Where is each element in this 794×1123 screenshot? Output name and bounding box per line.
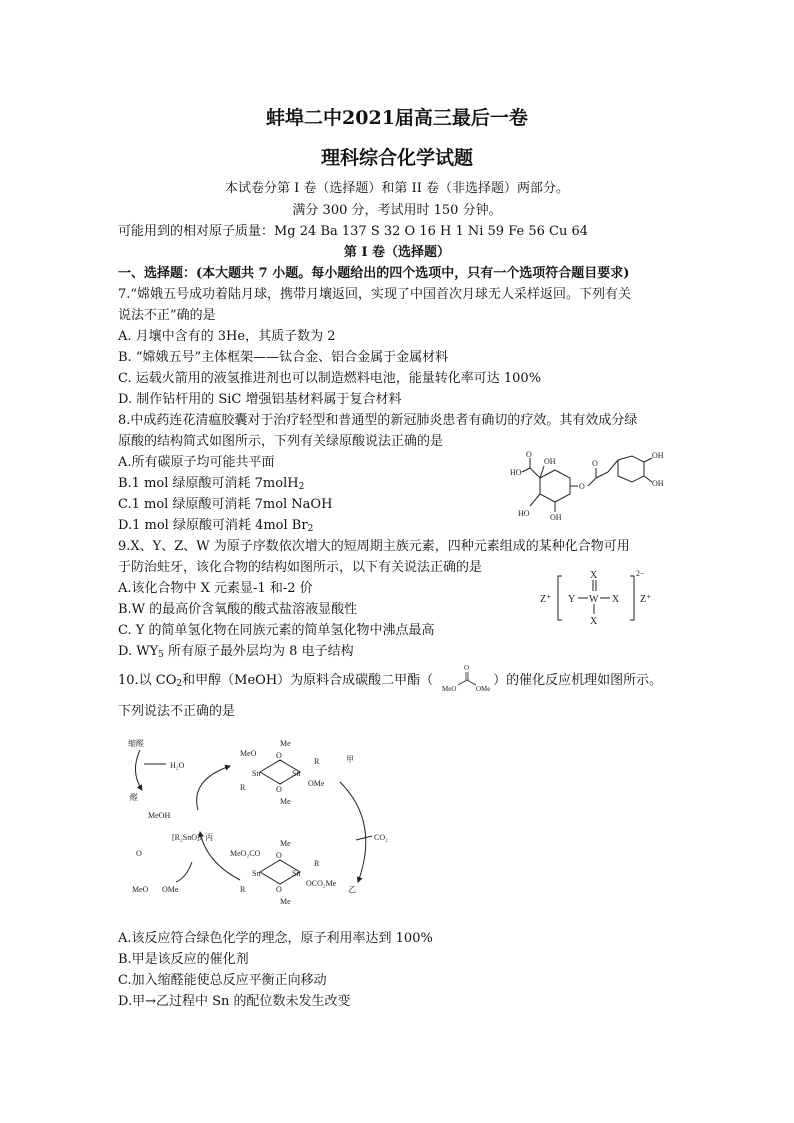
label-o-2: O <box>579 482 585 491</box>
q8-option-c: C.1 mol 绿原酸可消耗 7mol NaOH <box>118 497 333 512</box>
label-o-top: O <box>276 751 282 760</box>
label-oh-3: OH <box>652 451 664 460</box>
label-species-yi: 乙 <box>348 885 356 894</box>
q10-option-a: A.该反应符合绿色化学的理念，原子利用率达到 100% <box>118 931 433 946</box>
label-oco2me: OCO₂Me <box>306 879 337 888</box>
label-oh-2: OH <box>550 513 562 522</box>
label-o-yi-top: O <box>276 851 282 860</box>
q9-option-b: B.W 的最高价含氧酸的酸式盐溶液显酸性 <box>118 602 358 617</box>
label-co2: CO₂ <box>374 833 388 842</box>
label-meo-jia: MeO <box>240 749 257 758</box>
atom-x-right: X <box>612 594 620 605</box>
label-meo-dmc: MeO <box>132 885 149 894</box>
label-me-bottom: Me <box>280 797 291 806</box>
label-ome-dmc: OMe <box>162 885 179 894</box>
anion-charge: 2− <box>636 569 645 578</box>
q9-option-c: C. Y 的简单氢化物在同族元素的简单氢化物中沸点最高 <box>118 623 435 638</box>
q10-option-d: D.甲→乙过程中 Sn 的配位数未发生改变 <box>118 994 351 1009</box>
q7-stem-line1: 7.“嫦娥五号成功着陆月球，携带月壤返回，实现了中国首次月球无人采样返回。下列有关 <box>118 287 632 302</box>
atom-w: W <box>589 594 599 605</box>
label-acetal: 缩醛 <box>128 739 144 748</box>
label-r-4: R <box>314 859 320 868</box>
label-r-3: R <box>240 885 246 894</box>
q9-stem-line2: 于防治蛀牙，该化合物的结构如图所示，以下有关说法正确的是 <box>118 560 483 575</box>
label-oh-1: OH <box>544 457 556 466</box>
label-species-jia: 甲 <box>346 755 354 764</box>
q7-option-a: A. 月壤中含有的 3He，其质子数为 2 <box>118 329 336 344</box>
label-sn-2: Sn <box>292 769 301 778</box>
dmc-o: O <box>464 664 470 672</box>
label-ome-jia: OMe <box>308 779 325 788</box>
label-o-1: O <box>526 450 532 459</box>
q10-stem-line1: 10.以 $CO_2$和甲醇（MeOH）为原料合成碳酸二甲酯（ ）的催化反应机理如图所示。 <box>118 673 663 689</box>
exam-note-1: 本试卷分第 I 卷（选择题）和第 II 卷（非选择题）两部分。 <box>225 181 569 196</box>
label-o-3: O <box>592 459 598 468</box>
q9-compound-structure <box>538 566 658 630</box>
label-o-bottom: O <box>276 785 282 794</box>
volume-heading: 第 I 卷（选择题） <box>343 245 451 260</box>
label-sn-3: Sn <box>252 869 261 878</box>
dimethyl-carbonate-structure <box>436 660 496 694</box>
dmc-meo: MeO <box>442 685 457 693</box>
label-o-yi-bottom: O <box>276 885 282 894</box>
label-methanol: MeOH <box>148 811 171 820</box>
label-meo2co: MeO₂CO <box>230 849 261 858</box>
label-r-1: R <box>240 783 246 792</box>
dmc-ome: OMe <box>476 685 491 693</box>
q10-option-c: C.加入缩醛能使总反应平衡正向移动 <box>118 973 327 988</box>
label-aldehyde: 醛 <box>130 793 138 802</box>
q7-option-b: B. “嫦娥五号”主体框架——钛合金、铝合金属于金属材料 <box>118 350 449 365</box>
q8-stem-line1: 8.中成药连花清瘟胶囊对于治疗轻型和普通型的新冠肺炎患者有确切的疗效。其有效成分绿 <box>118 413 638 428</box>
label-water: H₂O <box>170 761 185 770</box>
label-me-top: Me <box>280 739 291 748</box>
q8-stem-line2: 原酸的结构简式如图所示，下列有关绿原酸说法正确的是 <box>118 434 444 449</box>
atom-x-top: X <box>590 570 598 581</box>
atom-x-bottom: X <box>590 616 598 627</box>
atom-y: Y <box>568 594 576 605</box>
label-species-bing: [R₂SnO]ₙ 丙 <box>172 833 214 842</box>
q7-option-c: C. 运载火箭用的液氢推进剂也可以制造燃料电池，能量转化率可达 100% <box>118 371 542 386</box>
q10-option-b: B.甲是该反应的催化剂 <box>118 952 249 967</box>
label-oh-4: OH <box>652 479 664 488</box>
exam-note-2: 满分 300 分，考试用时 150 分钟。 <box>292 203 502 218</box>
catalytic-cycle-diagram <box>120 732 420 924</box>
q8-option-d: D.1 mol 绿原酸可消耗 4mol $Br_2$ <box>118 518 314 534</box>
label-ho-1: HO <box>510 468 522 477</box>
q7-stem-line2: 说法不正”确的是 <box>118 308 216 323</box>
cation-z-left: Z⁺ <box>540 594 552 605</box>
q8-option-b: B.1 mol 绿原酸可消耗 7molH$_2$ <box>118 476 305 492</box>
page-subtitle: 理科综合化学试题 <box>320 147 473 169</box>
q10-stem-line2: 下列说法不正确的是 <box>118 704 236 719</box>
chlorogenic-acid-structure <box>500 448 670 526</box>
atomic-masses: 可能用到的相对原子质量：Mg 24 Ba 137 S 32 O 16 H 1 Ni 59 Fe 56 Cu 64 <box>118 224 589 239</box>
cation-z-right: Z⁺ <box>640 594 652 605</box>
page-title: 蚌埠二中2021届高三最后一卷 <box>266 107 528 129</box>
q9-option-a: A.该化合物中 X 元素显-1 和-2 价 <box>118 581 313 596</box>
label-me-yi-bottom: Me <box>280 897 291 906</box>
label-sn-1: Sn <box>252 769 261 778</box>
label-sn-4: Sn <box>292 869 301 878</box>
label-me-yi-top: Me <box>280 839 291 848</box>
q9-option-d: D. $WY_5$ 所有原子最外层均为 8 电子结构 <box>118 644 354 660</box>
label-o-dmc: O <box>136 849 142 858</box>
q7-option-d: D. 制作钻杆用的 SiC 增强铝基材料属于复合材料 <box>118 392 402 407</box>
q9-stem-line1: 9.X、Y、Z、W 为原子序数依次增大的短周期主族元素，四种元素组成的某种化合物可用 <box>118 539 630 554</box>
q8-option-a: A.所有碳原子均可能共平面 <box>118 455 275 470</box>
label-r-2: R <box>314 757 320 766</box>
label-ho-2: HO <box>518 509 530 518</box>
section-heading: 一、选择题：(本大题共 7 小题。每小题给出的四个选项中，只有一个选项符合题目要求) <box>118 266 630 281</box>
